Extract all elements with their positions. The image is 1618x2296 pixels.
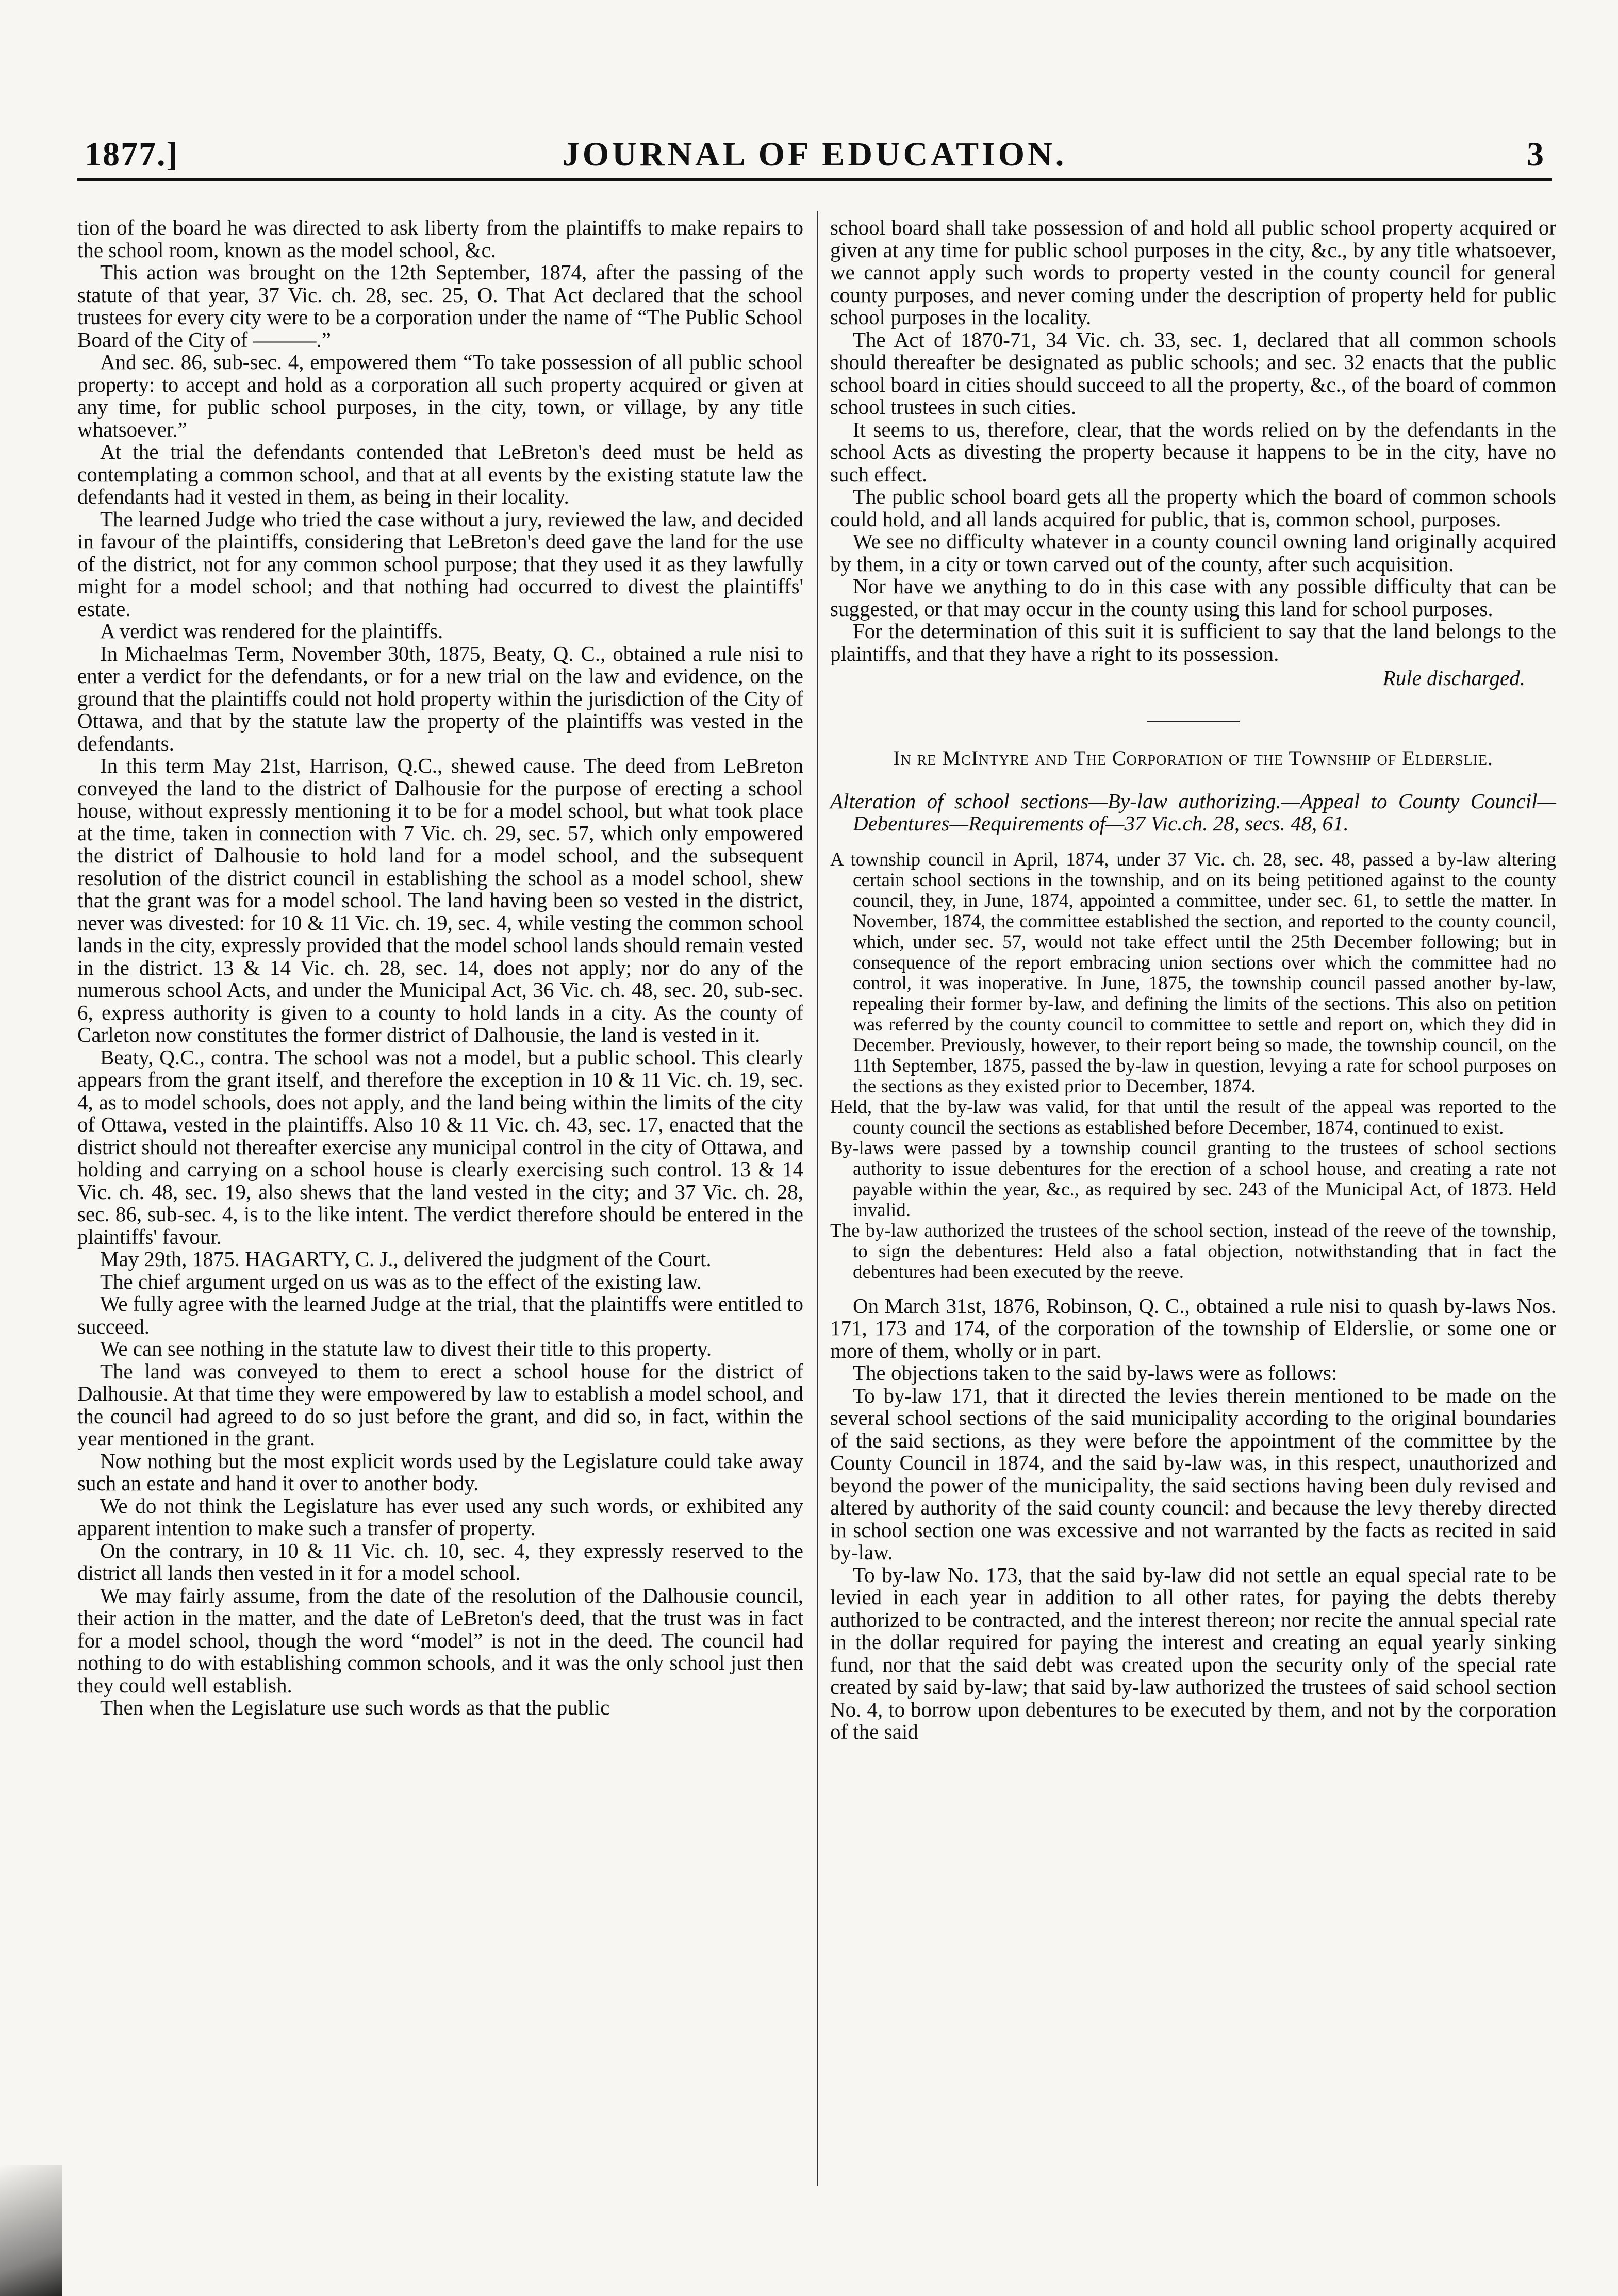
paragraph: The chief argument urged on us was as to the effect of the existing law. [100,1269,702,1293]
paragraph: It seems to us, therefore, clear, that the words relied on by the defendants in the school Acts as divesting the property because it happens to be in the city, have no such effect. [830,417,1556,486]
paragraph: The land was conveyed to them to erect a school house for the district of Dalhousie. At that time they were empowered by law to establish a model school, and the council had agreed to do so just before the grant, and did so, in fact, within the year mentioned in the grant. [77,1359,803,1450]
paragraph: To by-law No. 173, that the said by-law did not settle an equal special rate to be levied in each year in addition to all other rates, for paying the debts thereby authorized to be contracted, and the interest thereon; nor recite the annual special rate in the dollar required for paying the interest and creating an equal yearly sinking fund, nor that the said debt was created upon the security only of the special rate created by said by-law; that said by-law authorized the trustees of said school section No. 4, to borrow upon debentures to be executed by them, and not by the corporation of the said [830,1562,1556,1743]
section-divider [1147,721,1240,722]
paragraph: This action was brought on the 12th September, 1874, after the passing of the statute of that year, 37 Vic. ch. 28, sec. 25, O. That Act declared that the school trustees for every city were to be a corporation under the name of “The Public School Board of the City of ———.” [77,260,803,352]
right-column [830,217,1556,1743]
headnote: The by-law authorized the trustees of the school section, instead of the reeve of the township, to sign the debentures: Held also a fatal objection, notwithstanding that in fact the debentures had been executed by the reeve. [830,1220,1556,1283]
journal-title: JOURNAL OF EDUCATION. [562,136,1067,173]
paragraph: To by-law 171, that it directed the levies therein mentioned to be made on the several school sections of the said municipality according to the original boundaries of the said sections, as they were before the appointment of the committee by the County Council in 1874, and the said by-law was, in this respect, unauthorized and beyond the power of the municipality, the said sections having been duly revised and altered by authority of the said county council: and because the levy thereby directed in school section one was excessive and not warranted by the facts as recited in said by-law. [830,1383,1556,1564]
paragraph: A verdict was rendered for the plaintiffs. [100,619,443,643]
headnote: A township council in April, 1874, under 37 Vic. ch. 28, sec. 48, passed a by-law altering certain school sections in the township, and on its being petitioned against to the county council, they, in June, 1874, appointed a committee, under sec. 61, to settle the matter. In November, 1874, the committee established the section, and reported to the county council, which, under sec. 57, would not take effect until the 25th December following; but in consequence of the report embracing union sections over which the committee had no control, it was inoperative. In June, 1875, the township council passed another by-law, repealing their former by-law, and defining the limits of the sections. This also on petition was referred by the county council to committee to settle and report on, which they did in December. Previously, however, to their report being so made, the township council, on the 11th September, 1875, passed the by-law in question, levying a rate for school purposes on the sections as they existed prior to December, 1874. [830,848,1556,1097]
spacer [830,1283,1556,1295]
headnote: By-laws were passed by a township council granting to the trustees of school sections authority to issue debentures for the erection of a school house, and creating a rate not payable within the year, &c., as required by sec. 243 of the Municipal Act, of 1873. Held invalid. [830,1137,1556,1221]
paragraph: Now nothing but the most explicit words used by the Legislature could take away such an estate and hand it over to another body. [77,1449,803,1495]
paragraph: At the trial the defendants contended that LeBreton's deed must be held as contemplating a common school, and that at all events by the existing statute law the defendants had it vested in them, as being in their locality. [77,440,803,508]
paragraph: We do not think the Legislature has ever used any such words, or exhibited any apparent intention to make such a transfer of property. [77,1493,803,1540]
paragraph: Beaty, Q.C., contra. The school was not a model, but a public school. This clearly appears from the grant itself, and therefore the exception in 10 & 11 Vic. ch. 19, sec. 4, as to model schools, does not apply, and the land being within the limits of the city of Ottawa, vested in the plaintiffs. Also 10 & 11 Vic. ch. 43, sec. 17, enacted that the district should not thereafter exercise any municipal control in the city of Ottawa, and holding and carrying on a school house is clearly exercising such control. 13 & 14 Vic. ch. 48, sec. 19, also shews that the land vested in the city; and 37 Vic. ch. 28, sec. 86, sub-sec. 4, is to the like intent. The verdict therefore should be entered in the plaintiffs' favour. [77,1045,803,1249]
left-column [77,217,803,1719]
paragraph: We can see nothing in the statute law to divest their title to this property. [100,1337,712,1360]
headnote: Held, that the by-law was valid, for that until the result of the appeal was reported to the county council the sections as established before December, 1874, continued to exist. [830,1096,1556,1138]
paragraph: In this term May 21st, Harrison, Q.C., shewed cause. The deed from LeBreton conveyed the land to the district of Dalhousie for the purpose of erecting a school house, without expressly mentioning it to be for a model school, but what took place at the time, taken in connection with 7 Vic. ch. 29, sec. 57, which only empowered the district of Dalhousie to hold land for a model school, and the subsequent resolution of the district council in establishing the school as a model school, shew that the grant was for a model school. The land having been so vested in the district, never was divested: for 10 & 11 Vic. ch. 19, sec. 4, while vesting the common school lands in the city, expressly provided that the model school lands should remain vested in the district. 13 & 14 Vic. ch. 28, sec. 14, does not apply; nor do any of the numerous school Acts, and under the Municipal Act, 36 Vic. ch. 48, sec. 20, sub-sec. 6, express authority is given to a county to hold lands in a city. As the county of Carleton now constitutes the former district of Dalhousie, the land is vested in it. [77,754,803,1046]
paragraph: On the contrary, in 10 & 11 Vic. ch. 10, sec. 4, they expressly reserved to the district all lands then vested in it for a model school. [77,1538,803,1585]
scan-shadow [0,2165,62,2296]
column-divider [817,211,818,2186]
case-title: In re McIntyre and The Corporation of the Township of Elderslie. [893,746,1493,770]
paragraph: We may fairly assume, from the date of the resolution of the Dalhousie council, their action in the matter, and the date of LeBreton's deed, that the trust was in fact for a model school, though the word “model” is not in the deed. The council had nothing to do with establishing common schools, and it was the only school just then they could well establish. [77,1583,803,1697]
rule-discharged: Rule discharged. [1382,666,1525,690]
paragraph: Then when the Legislature use such words as that the public [100,1695,610,1719]
paragraph: We fully agree with the learned Judge at the trial, that the plaintiffs were entitled to succeed. [77,1292,803,1338]
paragraph: And sec. 86, sub-sec. 4, empowered them “To take possession of all public school property: to accept and hold as a corporation all such property acquired or given at any time, for public school purposes, in the city, town, or village, by any title whatsoever.” [77,350,803,441]
paragraph: On March 31st, 1876, Robinson, Q. C., obtained a rule nisi to quash by-laws Nos. 171, 173 and 174, of the corporation of the township of Elderslie, or some one or more of them, wholly or in part. [830,1293,1556,1362]
page-number: 3 [1527,136,1545,173]
paragraph: The objections taken to the said by-laws were as follows: [853,1361,1338,1385]
paragraph: Nor have we anything to do in this case with any possible difficulty that can be suggested, or that may occur in the county using this land for school purposes. [830,574,1556,621]
paragraph: In Michaelmas Term, November 30th, 1875, Beaty, Q. C., obtained a rule nisi to enter a verdict for the defendants, or for a new trial on the law and evidence, on the ground that the plaintiffs could not hold property within the jurisdiction of the City of Ottawa, and that by the statute law the property of the plaintiffs was vested in the defendants. [77,641,803,755]
running-header [77,133,1552,181]
paragraph: tion of the board he was directed to ask liberty from the plaintiffs to make repairs to the school room, known as the model school, &c. [77,215,803,262]
paragraph: The public school board gets all the property which the board of common schools could hold, and all lands acquired for public, that is, common school, purposes. [830,485,1556,531]
header-year: 1877.] [85,136,179,173]
paragraph: The learned Judge who tried the case without a jury, reviewed the law, and decided in favour of the plaintiffs, considering that LeBreton's deed gave the land for the use of the district, not for any common school purpose; that they used it as they lawfully might for a model school; and that nothing had occurred to divest the plaintiffs' estate. [77,507,803,621]
paragraph: school board shall take possession of and hold all public school property acquired or given at any time for public school purposes in the city, &c., by any title whatsoever, we cannot apply such words to property vested in the county council for general county purposes, and never coming under the description of property held for public school purposes in the locality. [830,215,1556,329]
case-subject: Alteration of school sections—By-law authorizing.—Appeal to County Council—Debentures—Requirements of—37 Vic.ch. 28, secs. 48, 61. [830,789,1556,835]
paragraph: We see no difficulty whatever in a county council owning land originally acquired by them, in a city or town carved out of the county, after such acquisition. [830,529,1556,576]
paragraph: For the determination of this suit it is sufficient to say that the land belongs to the plaintiffs, and that they have a right to its possession. [830,619,1556,665]
paragraph: May 29th, 1875. HAGARTY, C. J., delivered the judgment of the Court. [100,1247,712,1271]
paragraph: The Act of 1870-71, 34 Vic. ch. 33, sec. 1, declared that all common schools should thereafter be designated as public schools; and sec. 32 enacts that the public school board in cities should succeed to all the property, &c., of the board of common school trustees in such cities. [830,327,1556,419]
